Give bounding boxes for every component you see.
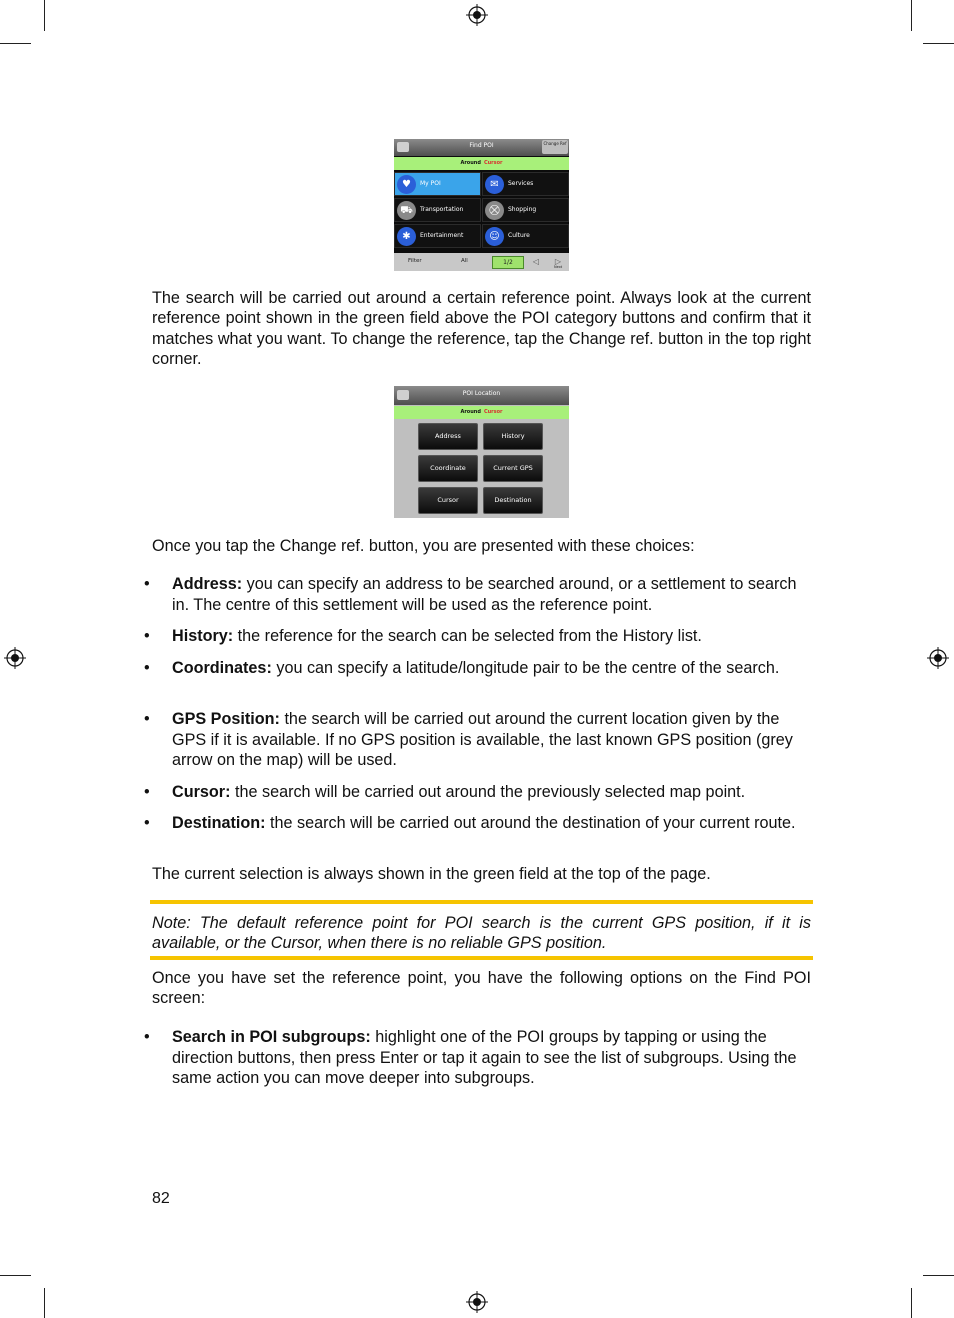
bullet-icon: • [144, 575, 150, 593]
filter-value[interactable]: All [461, 258, 468, 264]
reference-field [394, 157, 569, 170]
page-number: 82 [152, 1190, 170, 1207]
poi-location-screenshot [394, 386, 569, 518]
reference-value: Cursor [483, 160, 503, 166]
reference-field [394, 406, 569, 419]
list-item-term: Destination: [172, 814, 266, 832]
list-item-text: the search will be carried out around the current location given by the GPS if it is available. If no GPS position is available, the last known GPS position (grey arrow on the map) will be used. [172, 710, 793, 769]
title-bar [394, 386, 569, 405]
category-label: Culture [508, 232, 530, 239]
around-label: Around [460, 409, 481, 415]
list-item-text: the search will be carried out around the previously selected map point. [234, 783, 746, 801]
crop-mark [0, 1275, 31, 1276]
bullet-icon: • [144, 710, 150, 728]
destination-button[interactable]: Destination [483, 487, 543, 514]
category-label: Transportation [420, 206, 464, 213]
note-box [150, 900, 813, 960]
find-poi-screenshot [394, 139, 569, 271]
category-transportation[interactable] [394, 198, 481, 222]
page-indicator: 1/2 [492, 256, 524, 269]
list-item-term: Search in POI subgroups: [172, 1028, 371, 1046]
filter-button[interactable]: Filter [408, 258, 422, 264]
registration-mark-icon [4, 647, 26, 669]
current-gps-button[interactable]: Current GPS [483, 455, 543, 482]
list-item [144, 626, 816, 647]
category-label: My POI [420, 180, 441, 187]
category-label: Shopping [508, 206, 537, 213]
registration-mark-icon [927, 647, 949, 669]
body-paragraph: The search will be carried out around a certain reference point. Always look at the current reference point shown in the green field above the POI category buttons and confirm that it matches what you want. To change the reference, tap the Change ref. button in the top right corner. [152, 289, 811, 368]
cursor-button[interactable]: Cursor [418, 487, 478, 514]
heart-icon: ♥ [397, 175, 416, 194]
body-paragraph: The current selection is always shown in the green field at the top of the page. [152, 865, 711, 883]
category-services[interactable] [482, 172, 569, 196]
category-my-poi[interactable] [394, 172, 481, 196]
list-item [144, 1027, 816, 1089]
around-label: Around [460, 160, 481, 166]
address-button[interactable]: Address [418, 423, 478, 450]
category-label: Services [508, 180, 534, 187]
envelope-icon: ✉ [485, 175, 504, 194]
camera-icon: ✱ [397, 227, 416, 246]
registration-mark-icon [466, 1291, 488, 1313]
next-page-icon[interactable]: ▷ [554, 257, 562, 266]
list-item [144, 782, 816, 803]
crop-mark [911, 0, 912, 31]
crop-mark [0, 43, 31, 44]
list-item-term: Address: [172, 575, 243, 593]
list-item [144, 709, 816, 771]
theater-icon: ☺ [485, 227, 504, 246]
bullet-icon: • [144, 627, 150, 645]
list-item-text: highlight one of the POI groups by tapping or using the direction buttons, then press Enter or tap it again to see the list of subgroups. Using the same action you can move deeper into subgroups. [172, 1028, 797, 1087]
crop-mark [44, 0, 45, 31]
list-item [144, 658, 816, 700]
bullet-icon: • [144, 1028, 150, 1046]
list-item [144, 574, 816, 616]
crop-mark [923, 43, 954, 44]
coordinate-button[interactable]: Coordinate [418, 455, 478, 482]
crop-mark [911, 1288, 912, 1318]
screen-title: Find POI [469, 142, 494, 149]
bullet-icon: • [144, 783, 150, 801]
list-item-term: Coordinates: [172, 659, 272, 677]
crop-mark [923, 1275, 954, 1276]
bullet-icon: • [144, 814, 150, 832]
car-icon: ⛟ [397, 201, 416, 220]
bottom-bar [394, 253, 569, 271]
history-button[interactable]: History [483, 423, 543, 450]
change-ref-button[interactable]: Change Ref [542, 140, 568, 154]
previous-page-icon[interactable]: ◁ [532, 257, 540, 266]
reference-value: Cursor [483, 409, 503, 415]
list-item-text: the search will be carried out around the destination of your current route. [270, 814, 796, 832]
title-bar [394, 139, 569, 156]
body-paragraph: Once you tap the Change ref. button, you are presented with these choices: [152, 537, 695, 555]
list-item [144, 813, 816, 855]
bullet-icon: • [144, 659, 150, 677]
list-item-term: History: [172, 627, 234, 645]
category-entertainment[interactable] [394, 224, 481, 248]
body-paragraph: Once you have set the reference point, you have the following options on the Find POI screen: [152, 969, 811, 1008]
category-culture[interactable] [482, 224, 569, 248]
list-item-term: GPS Position: [172, 710, 280, 728]
screen-title: POI Location [462, 390, 501, 397]
cart-icon: ⛒ [485, 201, 504, 220]
category-shopping[interactable] [482, 198, 569, 222]
list-item-text: the reference for the search can be selected from the History list. [237, 627, 702, 645]
next-label: Next [554, 265, 563, 269]
note-text: Note: The default reference point for POI search is the current GPS position, if it is available, or the Cursor, when there is no reliable GPS position. [152, 914, 811, 953]
list-item-text: you can specify an address to be searched around, or a settlement to search in. The centre of this settlement will be used as the reference point. [172, 575, 797, 614]
category-label: Entertainment [420, 232, 464, 239]
list-item-term: Cursor: [172, 783, 231, 801]
registration-mark-icon [466, 4, 488, 26]
list-item-text: you can specify a latitude/longitude pair to be the centre of the search. [276, 659, 780, 677]
crop-mark [44, 1288, 45, 1318]
